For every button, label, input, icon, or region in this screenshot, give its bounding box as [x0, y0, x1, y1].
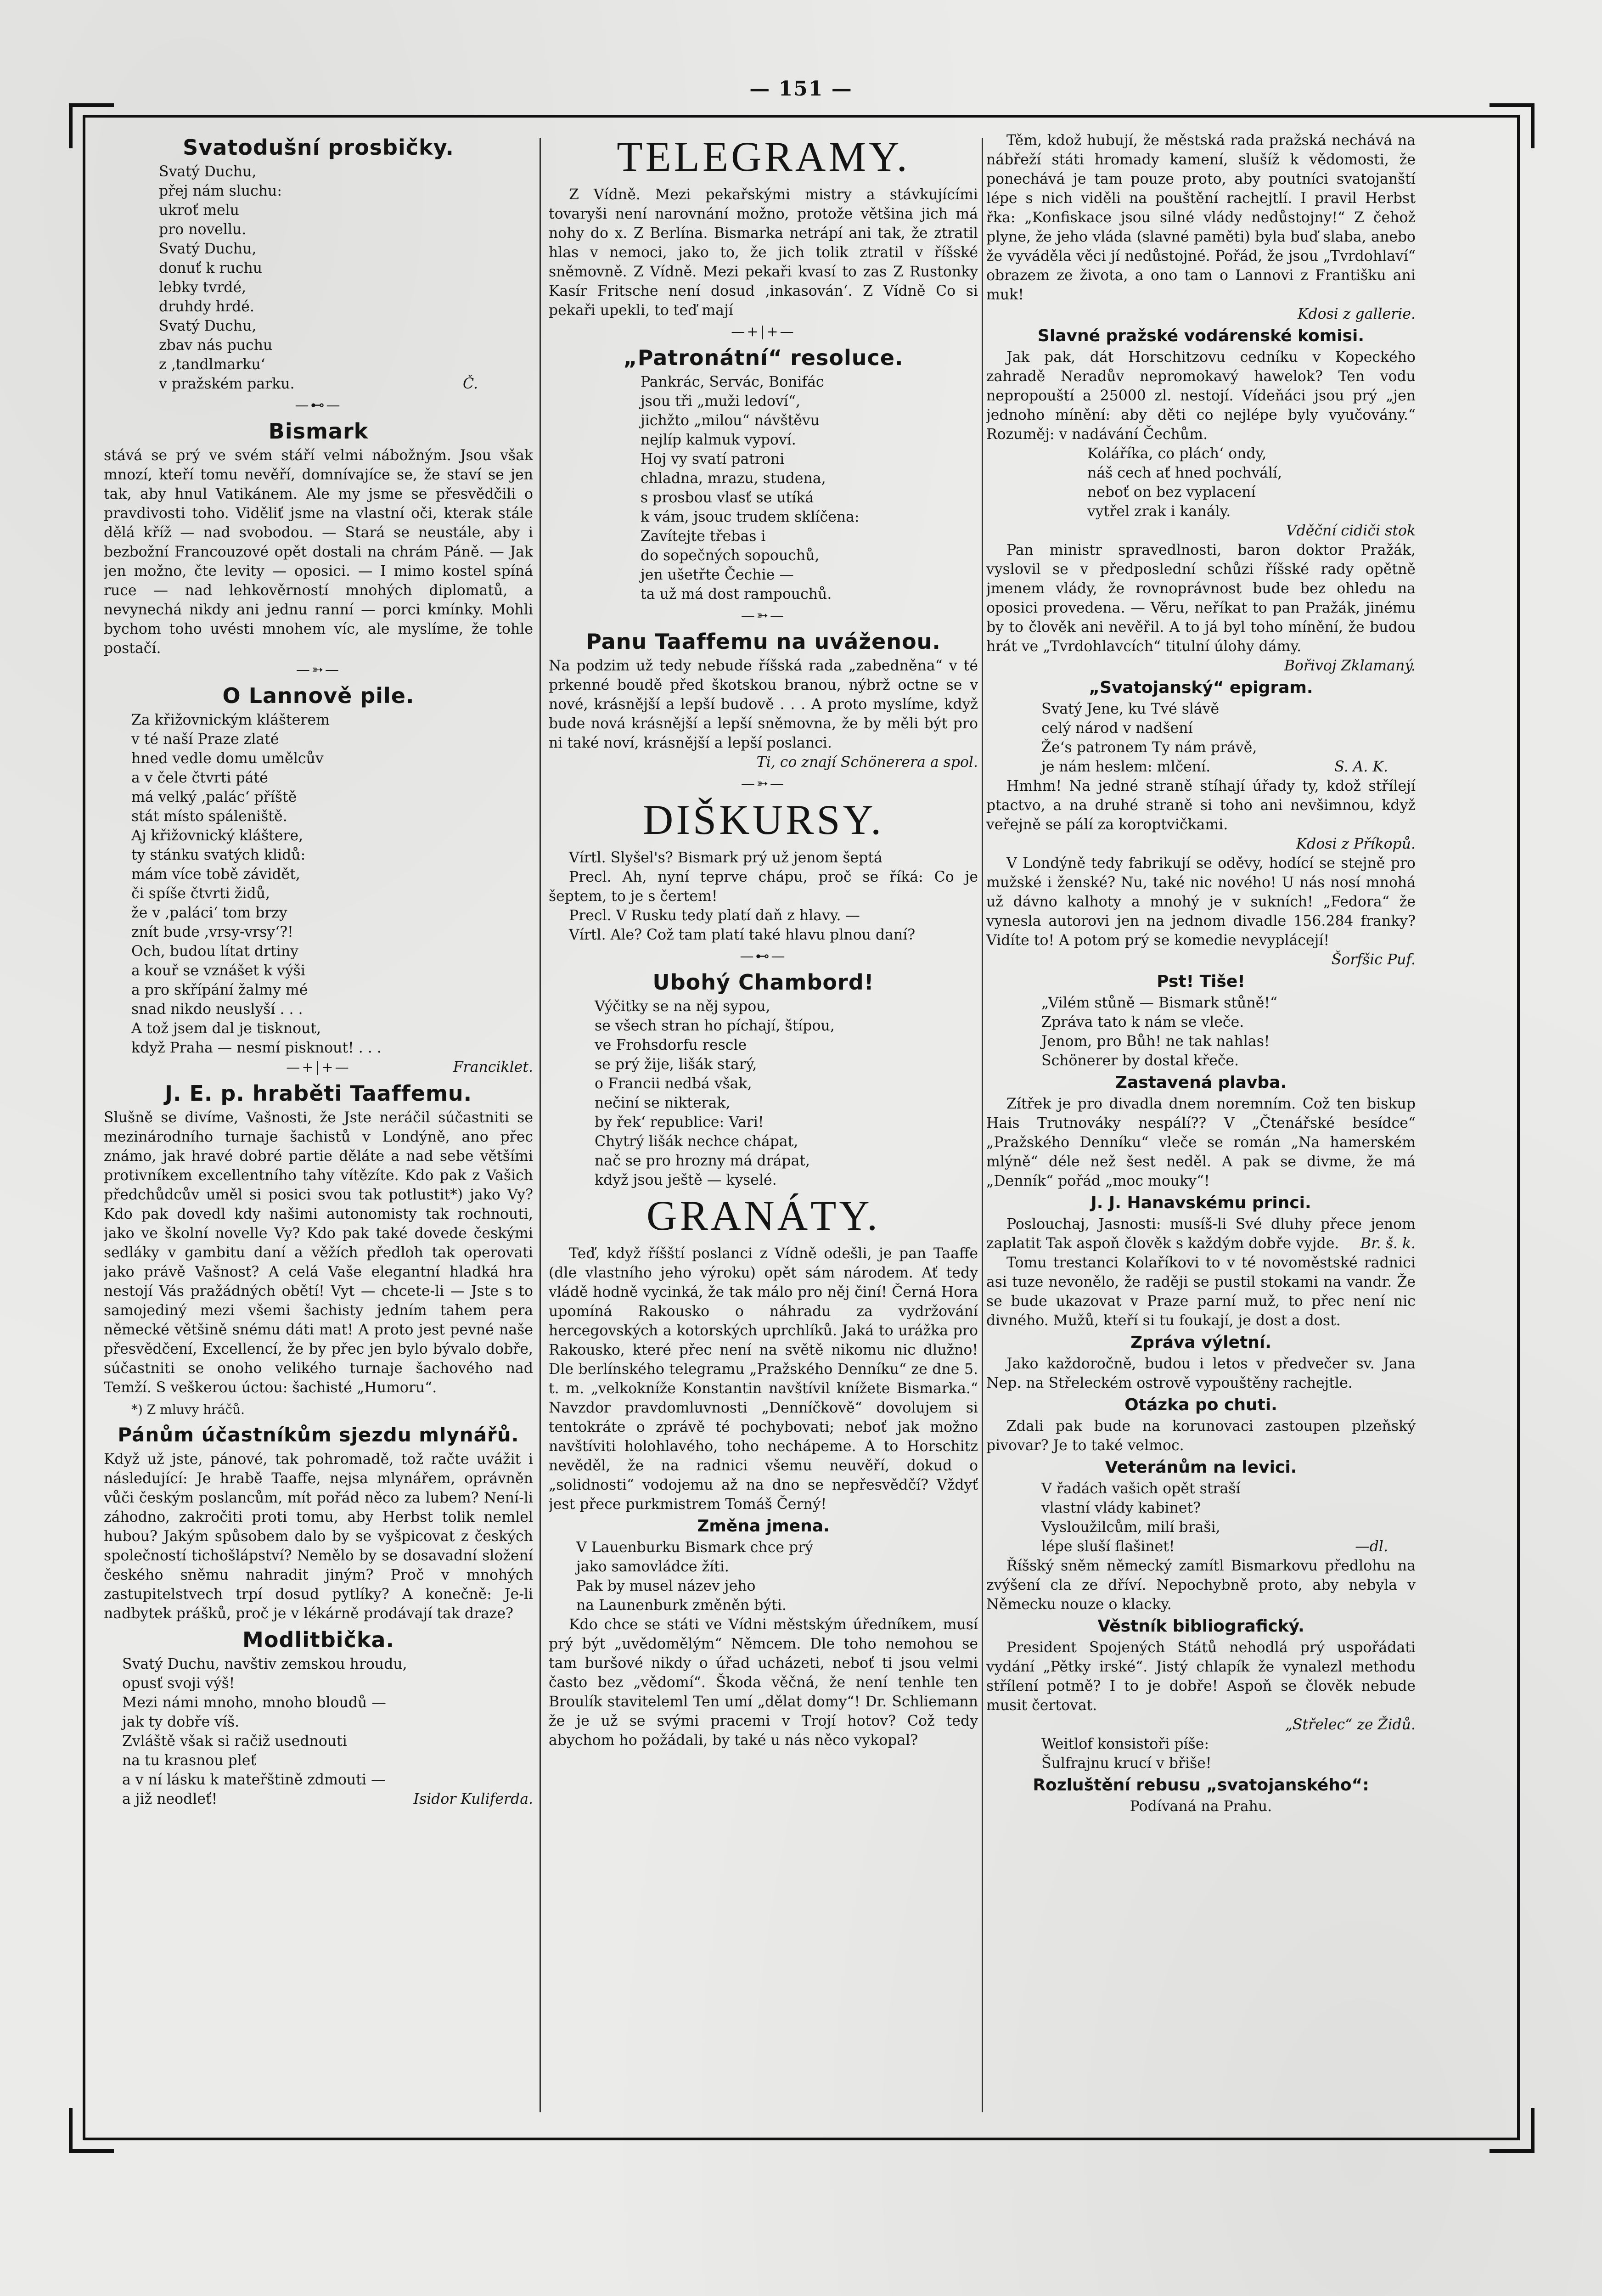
article-body: stává se prý ve svém stáří velmi nábožným. Jsou však mnozí, kteří tomu nevěří, domnívajíce se, že staví se jen tak, aby hnul Vatikánem. Ale my jsme se přesvědčili o pravdivosti toho. Viděliť jsme na vlastní oči, kterak stále dělá kříž — nad svobodou. — Stará se neustále, aby i bezbožní Francouzové opět dostali na chrám Páně. — Jak jen možno, čte levity — oposici. — I mimo kostel spíná ruce — nad lehkověrností mnohých diplomatů, a nevynechá nikdy ani jednu ranní — porci kmínky. Mohli bychom toho uvésti mnohem víc, ale myslíme, že tohle postačí. — [104, 447, 533, 657]
separator-ornament: —➳— — [296, 662, 341, 678]
article-title: Bismark — [268, 419, 369, 444]
poem — [549, 372, 978, 604]
signature: Vděční cidiči stok — [1286, 523, 1416, 539]
article-title: Rozluštění rebusu „svatojanského“: — [1033, 1776, 1369, 1795]
verse-line: Pak by musel název jeho — [576, 1578, 756, 1594]
verse-line: ta už má dost rampouchů. — [641, 586, 832, 602]
verse-line: o Francii nedbá však, — [595, 1075, 752, 1092]
verse-line: když Praha — nesmí pisknout! . . . — [131, 1040, 382, 1056]
verse-line: lebky tvrdé, — [159, 279, 247, 296]
article-body: Říšský sněm německý zamítl Bismarkovu předlohu na zvýšení cla ze dříví. Nepochybně proto, aby nebyla v Německu nouze o klacky. — [986, 1558, 1416, 1613]
article-body: Posloucha‌j, Jasnosti: musíš-li Své dluhy přece jenom zaplatit Tak aspoň člověk s každým dobře vyjde. — [986, 1216, 1416, 1252]
dialogue-line: Precl. V Rusku tedy platí daň z hlavy. — — [569, 907, 860, 924]
column-right — [986, 131, 1416, 2128]
verse-line: Weitlof konsistoři píše: — [1041, 1736, 1209, 1752]
verse-line: Svatý Duchu, — [159, 318, 257, 334]
article-title: Pst! Tiše! — [1157, 972, 1245, 991]
verse-line: celý národ v nadšení — [1041, 720, 1193, 737]
article-title: Otázka po chuti. — [1124, 1396, 1277, 1414]
verse-line: vlastní vlády kabinet? — [1041, 1500, 1201, 1516]
verse-line: a již neodleť! — [122, 1791, 218, 1807]
article-body: Když už jste, pánové, tak pohromadě, tož račte uvážit i následující: Je hrabě Taaffe, nejsa mlynářem, oprávněn vůči českým poslancům, mít pořád něco za lubem? Není-li záhodno, zakročiti proti tomu, aby Herbst tolik nemlel hubou? Jakým spůsobem dalo by se vyšpicovat z českých společností tichošlápství? Nemělo by se dosavadní složení českého sněmu nahradit jiným? Proč v mnohých zastupitelstvech trpí dosud pytlíky? A konečně: Je-li nadbytek prášků, proč je v lékárně prodávají tak draze? — [104, 1451, 533, 1622]
section-title: DIŠKURSY. — [642, 796, 884, 843]
article-body: Podívaná na Prahu. — [1130, 1798, 1272, 1815]
section-title: TELEGRAMY. — [617, 133, 910, 180]
verse-line: Och, budou lítat drtiny — [131, 943, 298, 960]
verse-line: Mezi námi mnoho, mnoho bloudů — — [122, 1694, 386, 1711]
verse-line: snad nikdo neuslyší . . . — [131, 1001, 303, 1018]
article-title: Věstník bibliografický. — [1097, 1617, 1304, 1636]
article-body: Slušně se divíme, Vašnosti, že Jste neráčil súčastniti se mezinárodního turnaje šachistů v Londýně, ano přec známo, jak hravé dobré partie děláte a nad sebe většími protivníkem excellentního tahy vítězíte. Kdo pak z Vašich předchůdcův uměl si posici svou tak potlustit*) jako Vy? Kdo pak dovedl kdy našimi autonomisty tak rochnouti, jako ve školní novelle Vy? Kdo pak také dovede českými sedláky v gambitu daní a věžích předloh tak operovati jako právě Vašnost? A celá Vaše elegantní hladká hra nestojí Vás pražádných obětí! Vyt — chcete-li — Jste s to samojediný mezi všemi šachisty jedním tahem pera německé většině snému dáti mat! A proto jest pevné naše přesvědčení, Excellencí, že by přec jen bylo bývalo dobře, súčastniti se onoho velikého turnaje šachového nad Temží. S veškerou úctou: šachisté „Humoru“. — [104, 1109, 533, 1396]
verse-line: nač se pro hrozny má drápat, — [595, 1153, 810, 1169]
poem — [986, 1734, 1416, 1773]
verse-line: neboť on bez vyplacení — [1087, 484, 1256, 501]
verse-line: Šulfrajnu krucí v břiše! — [1041, 1755, 1212, 1772]
footnote: *) Z mluvy hráčů. — [131, 1402, 245, 1417]
article-body: Kdo chce se státi ve Vídni městským úředníkem, musí prý být „uvědomělým“ Němcem. Dle toho nemohou se tam buršové nikdy o úřad ucházeti, neboť ti jsou velmi často bez „vědomí“. Škoda věčná, že není tenhle ten Broulík staviteleml Ten umí „dělat domy“! Dr. Schliemann že je už se svými pracemi v Trojí hotov? Což tedy abychom ho požádali, by také u nás něco vykopal? — [549, 1616, 978, 1749]
article-body: Zdali pak bude na korunovaci zastoupen plzeňský pivovar? Je to také velmoc. — [986, 1418, 1416, 1454]
verse-line: Schönerer by dostal křeče. — [1041, 1052, 1239, 1069]
verse-line: do sopečných sopouchů, — [641, 547, 820, 564]
verse-line: Aj křižovnický kláštere, — [131, 827, 304, 844]
verse-line: znít bude ‚vrsy-vrsy‘?! — [131, 924, 293, 940]
frame-corner-top-right — [1490, 103, 1535, 148]
verse-line: druhdy hrdé. — [159, 298, 254, 315]
signature: Č. — [463, 376, 478, 392]
separator-ornament: —⊷— — [295, 397, 342, 413]
verse-line: z ‚tandlmarku‘ — [159, 356, 265, 373]
poem — [549, 997, 978, 1190]
verse-line: jsou tři „muži ledoví“, — [641, 393, 800, 410]
article-title: Ubohý Chambord! — [652, 970, 874, 995]
signature: Šorfšic Puf. — [1331, 951, 1416, 968]
page-number: — 151 — — [749, 77, 853, 101]
signature: Kdosi z gallerie. — [1297, 306, 1416, 322]
signature: „Střelec“ ze Židů. — [1285, 1716, 1416, 1733]
verse-line: Chytrý lišák nechce chápat, — [595, 1133, 798, 1150]
frame-corner-bottom-right — [1490, 2108, 1535, 2153]
article-title: Změna jmena. — [697, 1517, 830, 1536]
verse-line: Svatý Duchu, — [159, 163, 257, 180]
verse-line: chladna, mrazu, studena, — [641, 470, 826, 487]
verse-line: jako samovládce žíti. — [576, 1559, 729, 1575]
verse-line: ty stánku svatých klidů: — [131, 847, 306, 863]
article-title: Svatodušní prosbičky. — [183, 135, 454, 160]
verse-line: k vám, jsouc trudem sklíčena: — [641, 509, 860, 525]
signature: S. A. K. — [1334, 759, 1388, 775]
verse-line: Svatý Jene, ku Tvé slávě — [1041, 701, 1220, 717]
frame-left-rule — [83, 115, 85, 2140]
frame-top-rule — [83, 115, 1520, 118]
verse-line: Zvláště však si račiž usednouti — [122, 1733, 347, 1750]
verse-line: nečiní se nikterak, — [595, 1095, 731, 1111]
article-body: Z Vídně. Mezi pekařskými mistry a stávkujícími tovaryši není narovnání možno, protože většina jich má nohy do x. Z Berlína. Bismarka netrápí ani tak, že ztratil hlas v nemoci, jako to, že jich tolik ztratil v říšské sněmovně. Z Vídně. Mezi pekaři kvasí to zas Z Rustonky Kasír Fritsche není dosud ‚inkasován‘. Z Vídně Co si pekaři upekli, to teď mají — [549, 186, 978, 319]
verse-line: jak ty dobře víš. — [122, 1714, 240, 1730]
article-body: Pan ministr spravedlnosti, baron doktor Pražák, vyslovil se v předposlední schůzi říšské rady opětně jmenem vlády, že rovnoprávnost bude bez ohledu na oposici provedena. — Věru, neříkat to pan Pražák, jinému by to člověk ani nevěřil. A to já byl toho mínění, že budou hrát ve „Tvrdohlavcích“ titulní úlohy dámy. — [986, 542, 1416, 655]
verse-line: lépe sluší flašinet! — [1041, 1538, 1175, 1555]
poem — [104, 710, 533, 1058]
separator-ornament: —+|+— — [286, 1059, 351, 1075]
poem — [549, 1538, 978, 1615]
column-left — [104, 131, 533, 2128]
article-title: Slavné pražské vodárenské komisi. — [1037, 326, 1365, 345]
verse-line: má velký ‚palác‘ příště — [131, 789, 297, 805]
column-middle — [549, 131, 978, 2128]
separator-ornament: —⊷— — [740, 948, 787, 964]
article-title: Modlitbička. — [242, 1627, 394, 1652]
article-body: Tomu trestanci Kolaříkovi to v té novoměstské radnici asi tuze nevonělo, že raději se pustil stokami na vandr. Že se bude ukazovat v Praze parní muž, to přec není nic divného. Mužů, kteří si tu foukají, je dost a dost. — [986, 1255, 1416, 1329]
signature: —dl. — [1355, 1538, 1388, 1555]
verse-line: zbav nás puchu — [159, 337, 273, 354]
verse-line: Pankrác, Servác, Bonifác — [641, 374, 824, 390]
article-title: Zastavená plavba. — [1115, 1073, 1287, 1092]
poem — [104, 162, 533, 394]
verse-line: Zpráva tato k nám se vleče. — [1041, 1014, 1244, 1030]
poem — [986, 444, 1416, 521]
verse-line: na Launenburk změněn býti. — [576, 1597, 787, 1614]
separator-ornament: —+|+— — [731, 324, 796, 340]
verse-line: ukroť melu — [159, 202, 239, 219]
verse-line: by řek‘ republice: Vari! — [595, 1114, 764, 1131]
signature: Ti, co znají Schönerera a spol. — [756, 754, 978, 771]
article-body: Jak pak, dát Horschitzovu cedníku v Kopeckého zahradě Neradův nepromokavý hawelok? Ten vodu nepropouští a 25000 zl. nestojí. Vídeňáci jsou prý „jen jednoho mínění: aby děti co nejlépe byly vyučovány.“ Rozuměj: v nadávání Čechům. — [986, 349, 1416, 443]
verse-line: ve Frohsdorfu rescle — [595, 1037, 747, 1053]
verse-line: Za křižovnickým klášterem — [131, 712, 330, 728]
dialogue-line: Precl. Ah, nyní teprve chápu, proč se říká: Co je šeptem, to je s čertem! — [549, 869, 978, 905]
article-body: Těm, kdož hubují, že městská rada pražská nechává na nábřeží státi hromady kamení, slušíž k vědomosti, že ponechává je tam pouze proto, aby poutníci svatojanští lépe s nich viděli na pouštění rachejtlí. I pravil Herbst řka: „Konfiskace jsou silné vlády nedůstojny!“ Z čehož plyne, že jeho vláda (slavné paměti) byla buď slaba, anebo že vyváděla věci jí nedůstojné. Pořád, že jsou „Tvrdohlaví“ obrazem ze života, a ono tam o Lannovi z Františku ani muk! — [986, 132, 1416, 303]
article-body: Zítřek je pro divadla dnem noremním. Což ten biskup Hais Trutnováky nespálí?? V „Čtenářské besídce“ „Pražského Denníku“ vleče se román „Na hamerském mlýně“ déle než šest neděl. A pak se divme, že má „Denník“ pořád „moc mouky“! — [986, 1096, 1416, 1189]
signature: Isidor Kuliferda. — [413, 1791, 533, 1807]
verse-line: V Lauenburku Bismark chce prý — [576, 1539, 814, 1556]
verse-line: Vysloužilcům, milí braši, — [1041, 1519, 1220, 1536]
frame-right-rule — [1517, 115, 1520, 2140]
verse-line: hned vedle domu umělcův — [131, 750, 324, 767]
article-body: Na podzim už tedy nebude říšská rada „zabedněna“ v té prkenné boudě před škotskou branou, nýbrž octne se v nové, krásnější a lepší budově . . . A proto myslíme, když bude nová krásnější a lepší sněmovna, že by měli být pro ni také noví, krásnější a lepší poslanci. — [549, 658, 978, 751]
verse-line: a pro skřípání žalmy mé — [131, 982, 308, 998]
verse-line: náš cech ať hned pochválí, — [1087, 465, 1282, 481]
article-title: J. E. p. hraběti Taaffemu. — [164, 1081, 472, 1106]
column-rule-2 — [982, 138, 983, 2112]
verse-line: opusť svoji výš! — [122, 1675, 235, 1692]
article-body: Teď, když říšští poslanci z Vídně odešli, je pan Taaffe (dle vlastního jeho výroku) opět sám národem. Ať tedy vládě hodně vycinká, že tak málo pro něj činí! Černá Hora upomíná Rakousko o náhradu za vydržování hercegovských a kotorských uprchlíků. Jaká to urážka pro Rakousko, které přec není na světě nikomu nic dlužno! Dle berlínského telegramu „Pražského Denníku“ ze dne 5. t. m. „velkokníže Konstantin navštívil knížete Bismarka.“ Navzdor pravdomluvnosti „Denníčkově“ dovolujem si tentokráte o zprávě té pochybovati; neboť jak možno navštíviti holohlavého, toho nechápeme. A to Horschitz nevěděl, že na radnici všemu neuvěří, dokud o „solidnosti“ vodojemu až na dno se nepřesvědčí? Vždyť jest přece purkmistrem Tomáš Černý! — [549, 1245, 978, 1513]
verse-line: na tu krasnou pleť — [122, 1752, 257, 1769]
verse-line: a v čele čtvrti páté — [131, 770, 268, 786]
dialogue-line: Vírtl. Ale? Což tam platí také hlavu plnou daní? — [569, 927, 916, 943]
separator-ornament: —➳— — [741, 608, 786, 624]
verse-line: mám více tobě závidět, — [131, 866, 300, 883]
verse-line: Že‘s patronem Ty nám právě, — [1041, 739, 1257, 756]
signature: Franciklet. — [453, 1059, 533, 1075]
signature: Br. š. k. — [1360, 1235, 1416, 1252]
verse-line: A tož jsem dal je tisknout, — [131, 1020, 321, 1037]
verse-line: jen ušetřte Čechie — — [641, 567, 794, 583]
article-title: „Svatojanský“ epigram. — [1089, 678, 1313, 697]
article-body: Jako každoročně, budou i letos v předvečer sv. Jana Nep. na Střeleckém ostrově vypouštěny rachejtle. — [986, 1356, 1416, 1391]
verse-line: když jsou ještě — kyselé. — [595, 1172, 777, 1188]
verse-line: se prý žije, lišák starý, — [595, 1056, 757, 1073]
verse-line: pro novellu. — [159, 221, 247, 238]
article-title: Veteránům na levici. — [1105, 1458, 1297, 1477]
verse-line: v pražském parku. — [159, 376, 295, 392]
verse-line: a v ní lásku k mateřštině zdmouti — — [122, 1772, 386, 1788]
signature: Kdosi z Příkopů. — [1296, 836, 1416, 852]
verse-line: stát místo spáleniště. — [131, 808, 287, 825]
frame-bottom-rule — [83, 2138, 1520, 2140]
verse-line: s prosbou vlasť se utíká — [641, 490, 814, 506]
verse-line: se všech stran ho píchají, štípou, — [595, 1018, 835, 1034]
verse-line: Hoj vy svatí patroni — [641, 451, 785, 467]
poem — [986, 993, 1416, 1070]
article-title: Panu Taaffemu na uváženou. — [586, 629, 941, 654]
article-title: „Patronátní“ resoluce. — [623, 345, 904, 370]
verse-line: Svatý Duchu, — [159, 241, 257, 257]
separator-ornament: —➳— — [741, 776, 786, 792]
section-title: GRANÁTY. — [646, 1192, 880, 1239]
verse-line: V řadách vašich opět straší — [1041, 1480, 1241, 1497]
article-body: Hmhm! Na jedné straně stíhají úřady ty, kdož střílejí ptactvo, a na druhé straně si toho ani nevšimnou, když ve‌řejně se pálí za koroptvičkami. — [986, 778, 1416, 833]
verse-line: v té naší Praze zlaté — [131, 731, 279, 748]
article-title: O Lannově pile. — [222, 683, 415, 708]
verse-line: Svatý Duchu, navštiv zemskou hroudu, — [122, 1656, 407, 1672]
verse-line: přej nám sluchu: — [159, 183, 282, 199]
dialogue-line: Vírtl. Slyšel's? Bismark prý už jenom šeptá — [569, 850, 883, 866]
verse-line: Výčitky se na něj sypou, — [595, 998, 770, 1015]
verse-line: donuť k ruchu — [159, 260, 263, 276]
signature: Bořivoj Zklamaný. — [1284, 658, 1416, 674]
verse-line: nejlíp kalmuk vypoví. — [641, 432, 796, 448]
verse-line: že v ‚paláci‘ tom brzy — [131, 905, 287, 921]
article-body: V Londýně tedy fabrikují se oděvy, hodící se stejně pro mužské i ženské? Nu, také nic nového! U nás nosí mnohá už dávno kalhoty a mnohý je v sukních! „Fedora“ že vynesla autorovi jen na jednom divadle 156.284 franky? Vidíte to! A potom prý se komedie nevyplácejí! — [986, 855, 1416, 949]
article-title: J. J. Hanavskému princi. — [1090, 1193, 1311, 1212]
article-body: President Spojených Států nehodlá prý uspořádati vydání „Pětky irské“. Jistý chlapík že vynalezl methodu střílení potmě? I to je dobře! Aspoň se člověk nebude musit čertovat. — [986, 1639, 1416, 1714]
poem — [104, 1654, 533, 1809]
article-title: Zpráva výletní. — [1130, 1333, 1271, 1352]
article-title: Pánům účastníkům sjezdu mlynářů. — [118, 1424, 519, 1446]
verse-line: Jenom, pro Bůh! ne tak nahlas! — [1041, 1033, 1270, 1050]
verse-line: „Vilém stůně — Bismark stůně!“ — [1041, 995, 1278, 1011]
verse-line: či spíše čtvrti židů, — [131, 885, 270, 902]
column-rule-1 — [540, 138, 541, 2112]
verse-line: a kouř se vznášet k výši — [131, 962, 305, 979]
verse-line: vytřel zrak i kanály. — [1087, 503, 1231, 520]
verse-line: je nám heslem: mlčení. — [1041, 759, 1211, 775]
verse-line: Koláříka, co plách‘ ondy, — [1087, 445, 1267, 462]
verse-line: Zavítejte třebas i — [641, 528, 766, 545]
verse-line: jichžto „milou“ návštěvu — [641, 412, 820, 429]
